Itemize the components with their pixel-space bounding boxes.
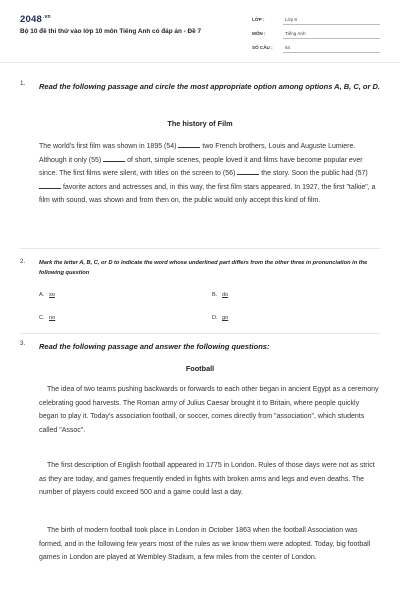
passage-title: The history of Film	[167, 119, 233, 128]
passage-title: Football	[185, 364, 215, 373]
meta-key: SỐ CÂU :	[252, 45, 273, 50]
meta-class	[252, 17, 380, 31]
question-prompt: Read the following passage and circle the most appropriate option among options A, B, C, or D.	[39, 82, 381, 91]
passage-paragraph	[39, 140, 380, 208]
meta-key: LỚP :	[252, 17, 265, 22]
option-word: no	[49, 315, 56, 321]
option-word: so	[49, 292, 55, 298]
passage-text: of short, simple scenes, people loved it and films have become popular ever since. The first films were silent, with titles on the screen to (56)	[39, 156, 363, 178]
passage-paragraph: The birth of modern football took place in London in October 1863 when the football Association was formed, and in the following few years most of the rules as we know them were adopted. Today, big football games in London are played at Wembley Stadium, a few miles from the center of London.	[39, 527, 371, 562]
option-word: go	[222, 315, 229, 321]
option-letter: D.	[212, 315, 218, 321]
question-number: 2.	[20, 258, 26, 265]
blank-56[interactable]	[237, 168, 259, 175]
question-prompt: Mark the letter A, B, C, or D to indicate the word whose underlined part differs from the other three in pronunciation in the following question	[39, 260, 368, 276]
question-prompt: Read the following passage and answer the following questions:	[39, 342, 270, 351]
option-b[interactable]	[212, 292, 228, 298]
blank-57[interactable]	[39, 182, 61, 189]
meta-underline	[283, 24, 380, 25]
passage-text: two French brothers, Louis and Auguste Lumiere. Although it only (55)	[39, 143, 356, 164]
question-divider	[20, 248, 380, 249]
blank-54[interactable]	[178, 141, 200, 148]
option-letter: A.	[39, 292, 45, 298]
passage-paragraph: The first description of English football appeared in 1775 in London. Rules of those days were not as strict as they are today, and games frequently ended in fights with broken arms and legs and even deaths. The number of players could exceed 500 and a game could last a day.	[39, 462, 375, 497]
option-letter: C.	[39, 315, 45, 321]
option-d[interactable]	[212, 315, 228, 321]
question-divider	[20, 333, 380, 334]
logo-text: 2048	[20, 14, 42, 25]
question-number: 1.	[20, 80, 26, 87]
meta-value: Tiếng Anh	[285, 31, 306, 36]
document-title: Bộ 10 đề thi thử vào lớp 10 môn Tiếng Anh có đáp án - Đề 7	[20, 28, 202, 35]
page-header	[0, 0, 400, 62]
meta-key: MÔN :	[252, 31, 266, 36]
header-divider	[0, 62, 400, 63]
passage-text: The world's first film was shown in 1895 (54)	[39, 143, 179, 150]
option-word: do	[222, 292, 229, 298]
blank-55[interactable]	[103, 155, 125, 162]
meta-underline	[283, 38, 380, 39]
question-number: 3.	[20, 340, 26, 347]
meta-value: Lớp 9	[285, 17, 297, 22]
meta-underline	[283, 52, 380, 53]
passage-paragraph: The idea of two teams pushing backwards or forwards to each other began in ancient Egypt as a ceremony celebrating good harvests. The Roman army of Julius Caesar brought it to Britain, where people quickly began to play it. Today's association football, or soccer, comes directly from "association", which students called "Assoc".	[39, 386, 379, 434]
meta-question-count	[252, 45, 380, 59]
passage-text: favorite actors and actresses and, in this way, the first film stars appeared. In 1927, the first "talkie", a film with sound, was shown and from then on, the public would only accept this kind of film.	[39, 183, 376, 205]
site-logo[interactable]	[20, 14, 51, 25]
meta-value: 64	[285, 45, 291, 50]
logo-suffix: .vn	[42, 14, 51, 20]
option-letter: B.	[212, 292, 218, 298]
meta-subject	[252, 31, 380, 45]
option-c[interactable]	[39, 315, 55, 321]
exam-meta	[252, 17, 380, 59]
passage-text: the story. Soon the public had (57)	[259, 170, 368, 178]
option-a[interactable]	[39, 292, 55, 298]
